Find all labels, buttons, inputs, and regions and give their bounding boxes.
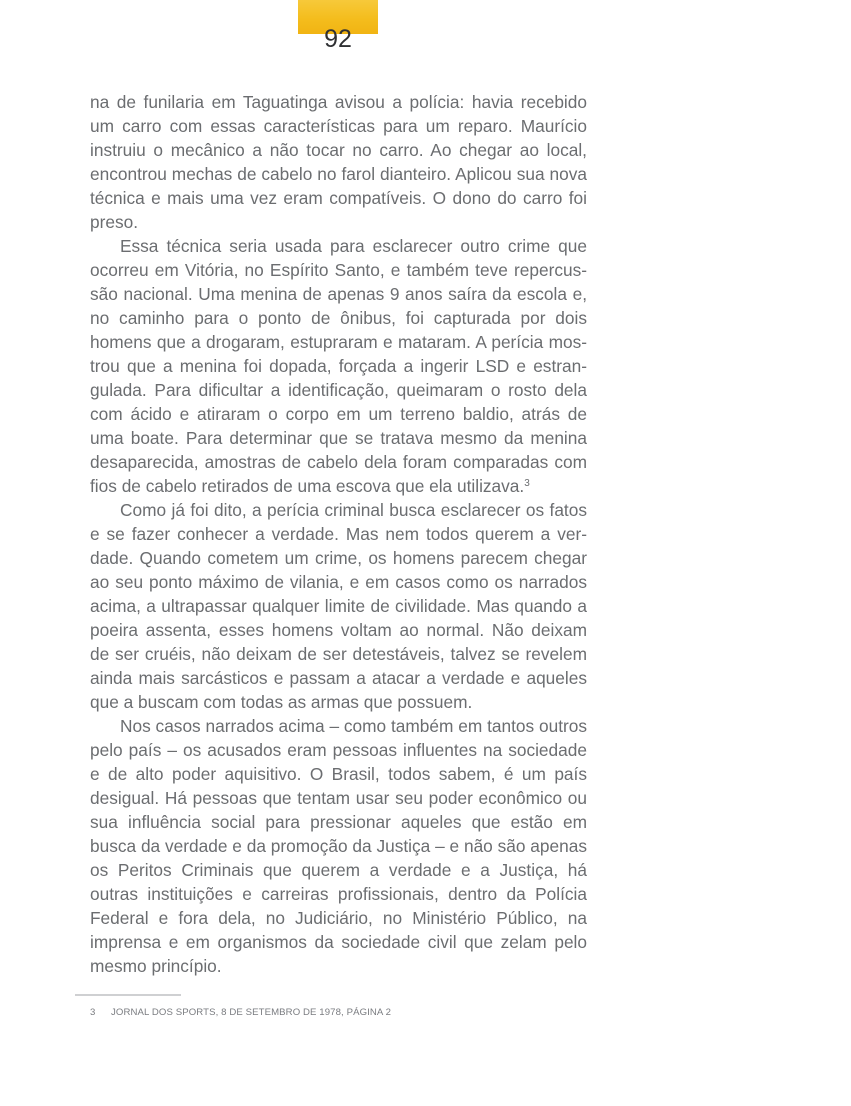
paragraph-2-text: Essa técnica seria usada para esclarecer outro crime que ocorreu em Vitória, no Espírito Santo, e também teve repercussão nacional. Uma menina de apenas 9 anos saíra da escola e, no caminho para o ponto de ônibus, foi capturada por dois homens que a drogaram, estupraram e mataram. A perícia mostrou que a menina foi dopada, forçada a ingerir LSD e estrangulada. Para dificultar a identificação, queimaram o rosto dela com ácido e atiraram o corpo em um terreno baldio, atrás de uma boate. Para determinar que se tratava mesmo da menina desaparecida, amostras de cabelo dela foram comparadas com fios de cabelo retirados de uma escova que ela utilizava. (90, 236, 587, 496)
paragraph-1: na de funilaria em Taguatinga avisou a polícia: havia recebido um carro com essas características para um reparo. Maurício instruiu o mecânico a não tocar no carro. Ao chegar ao local, encontrou mechas de cabelo no farol dianteiro. Aplicou sua nova técnica e mais uma vez eram compatíveis. O dono do carro foi preso. (90, 92, 587, 232)
paragraph-3: Como já foi dito, a perícia criminal busca esclarecer os fatos e se fazer conhecer a verdade. Mas nem todos querem a verdade. Quando cometem um crime, os homens parecem chegar ao seu ponto máximo de vilania, e em casos como os narrados acima, a ultrapassar qualquer limite de civilidade. Mas quando a poeira assenta, esses homens voltam ao normal. Não deixam de ser cruéis, não deixam de ser detestáveis, talvez se revelem ainda mais sarcásticos e passam a atacar a verdade e aqueles que a buscam com todas as armas que possuem. (90, 500, 587, 712)
footnote-text: JORNAL DOS SPORTS, 8 DE SETEMBRO DE 1978, PÁGINA 2 (111, 1007, 392, 1018)
footnote-reference: 3 (524, 478, 530, 489)
body-text (90, 90, 587, 978)
footnote (90, 1007, 391, 1019)
footnote-number: 3 (90, 1007, 96, 1018)
paragraph-2 (90, 234, 587, 498)
footnote-divider (75, 994, 181, 996)
page-number: 92 (324, 25, 352, 53)
paragraph-4: Nos casos narrados acima – como também em tantos outros pelo país – os acusados eram pessoas influentes na sociedade e de alto poder aquisitivo. O Brasil, todos sabem, é um país desigual. Há pessoas que tentam usar seu poder econômico ou sua influência social para pressionar aqueles que estão em busca da verdade e da promoção da Justiça – e não são apenas os Peritos Criminais que querem a verdade e a Justiça, há outras instituições e carreiras profissionais, dentro da Polícia Federal e fora dela, no Judiciário, no Ministério Público, na imprensa e em organismos da sociedade civil que zelam pelo mesmo princípio. (90, 716, 587, 976)
